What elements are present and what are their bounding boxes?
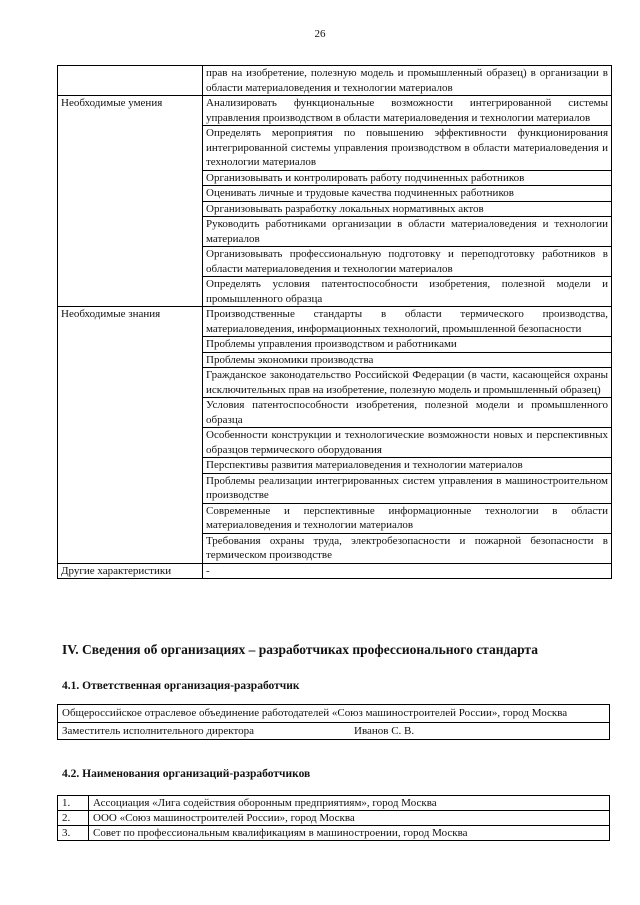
developer-name: ООО «Союз машиностроителей России», город Москва bbox=[89, 811, 610, 826]
row-text: Руководить работниками организации в области материаловедения и технологии материалов bbox=[203, 217, 612, 247]
row-label: Другие характеристики bbox=[58, 563, 203, 579]
row-text: Оценивать личные и трудовые качества подчиненных работников bbox=[203, 186, 612, 202]
row-text: Проблемы реализации интегрированных систем управления в машиностроительном производстве bbox=[203, 473, 612, 503]
page-number: 26 bbox=[314, 28, 326, 40]
row-text: - bbox=[203, 563, 612, 579]
table-row bbox=[58, 96, 612, 126]
table-row bbox=[58, 705, 610, 723]
row-text: Организовывать разработку локальных нормативных актов bbox=[203, 201, 612, 217]
row-text: Проблемы управления производством и работниками bbox=[203, 337, 612, 353]
developer-number: 1. bbox=[58, 796, 89, 811]
table-row bbox=[58, 307, 612, 337]
responsible-org-position: Заместитель исполнительного директора bbox=[58, 722, 351, 740]
developer-number: 2. bbox=[58, 811, 89, 826]
row-text: Проблемы экономики производства bbox=[203, 352, 612, 368]
row-label bbox=[58, 66, 203, 96]
developer-name: Ассоциация «Лига содействия оборонным предприятиям», город Москва bbox=[89, 796, 610, 811]
developer-name: Совет по профессиональным квалификациям в машиностроении, город Москва bbox=[89, 826, 610, 841]
section-title: IV. Сведения об организациях – разработчиках профессионального стандарта bbox=[62, 642, 538, 657]
developers-table bbox=[57, 795, 610, 841]
table-row bbox=[58, 66, 612, 96]
developer-row bbox=[58, 826, 610, 841]
row-text: Особенности конструкции и технологические возможности новых и перспективных образцов термического оборудования bbox=[203, 428, 612, 458]
developer-row bbox=[58, 811, 610, 826]
row-text: Организовывать и контролировать работу подчиненных работников bbox=[203, 170, 612, 186]
skills-knowledge-table bbox=[57, 65, 612, 579]
row-text: Перспективы развития материаловедения и технологии материалов bbox=[203, 458, 612, 474]
row-text: Производственные стандарты в области термического производства, материаловедения, информационных технологий, промышленной безопасности bbox=[203, 307, 612, 337]
subsection-responsible-heading: 4.1. Ответственная организация-разработчик bbox=[62, 680, 300, 692]
row-label: Необходимые умения bbox=[58, 96, 203, 307]
table-row bbox=[58, 563, 612, 579]
responsible-org-table bbox=[57, 704, 610, 740]
row-label: Необходимые знания bbox=[58, 307, 203, 564]
row-text: Организовывать профессиональную подготовку и переподготовку работников в области материаловедения и технологии материалов bbox=[203, 247, 612, 277]
row-text: Определять условия патентоспособности изобретения, полезной модели и промышленного образца bbox=[203, 277, 612, 307]
row-text: Требования охраны труда, электробезопасности и пожарной безопасности в термическом производстве bbox=[203, 533, 612, 563]
row-text: Определять мероприятия по повышению эффективности функционирования интегрированной системы управления производством в области материаловедения и технологии материалов bbox=[203, 126, 612, 171]
row-text: Анализировать функциональные возможности интегрированной системы управления производством в области материаловедения и технологии материалов bbox=[203, 96, 612, 126]
row-text: Гражданское законодательство Российской Федерации (в части, касающейся охраны исключительных прав на изобретение, полезную модель и промышленный образец) bbox=[203, 368, 612, 398]
row-text: прав на изобретение, полезную модель и промышленный образец) в организации в области материаловедения и технологии материалов bbox=[203, 66, 612, 96]
developer-row bbox=[58, 796, 610, 811]
responsible-org-name: Общероссийское отраслевое объединение работодателей «Союз машиностроителей России», город Москва bbox=[58, 705, 610, 723]
row-text: Современные и перспективные информационные технологии в области материаловедения и технологии материалов bbox=[203, 503, 612, 533]
developer-number: 3. bbox=[58, 826, 89, 841]
row-text: Условия патентоспособности изобретения, полезной модели и промышленного образца bbox=[203, 398, 612, 428]
table-row bbox=[58, 722, 610, 740]
subsection-developers-heading: 4.2. Наименования организаций-разработчиков bbox=[62, 768, 311, 780]
responsible-org-person: Иванов С. В. bbox=[350, 722, 610, 740]
